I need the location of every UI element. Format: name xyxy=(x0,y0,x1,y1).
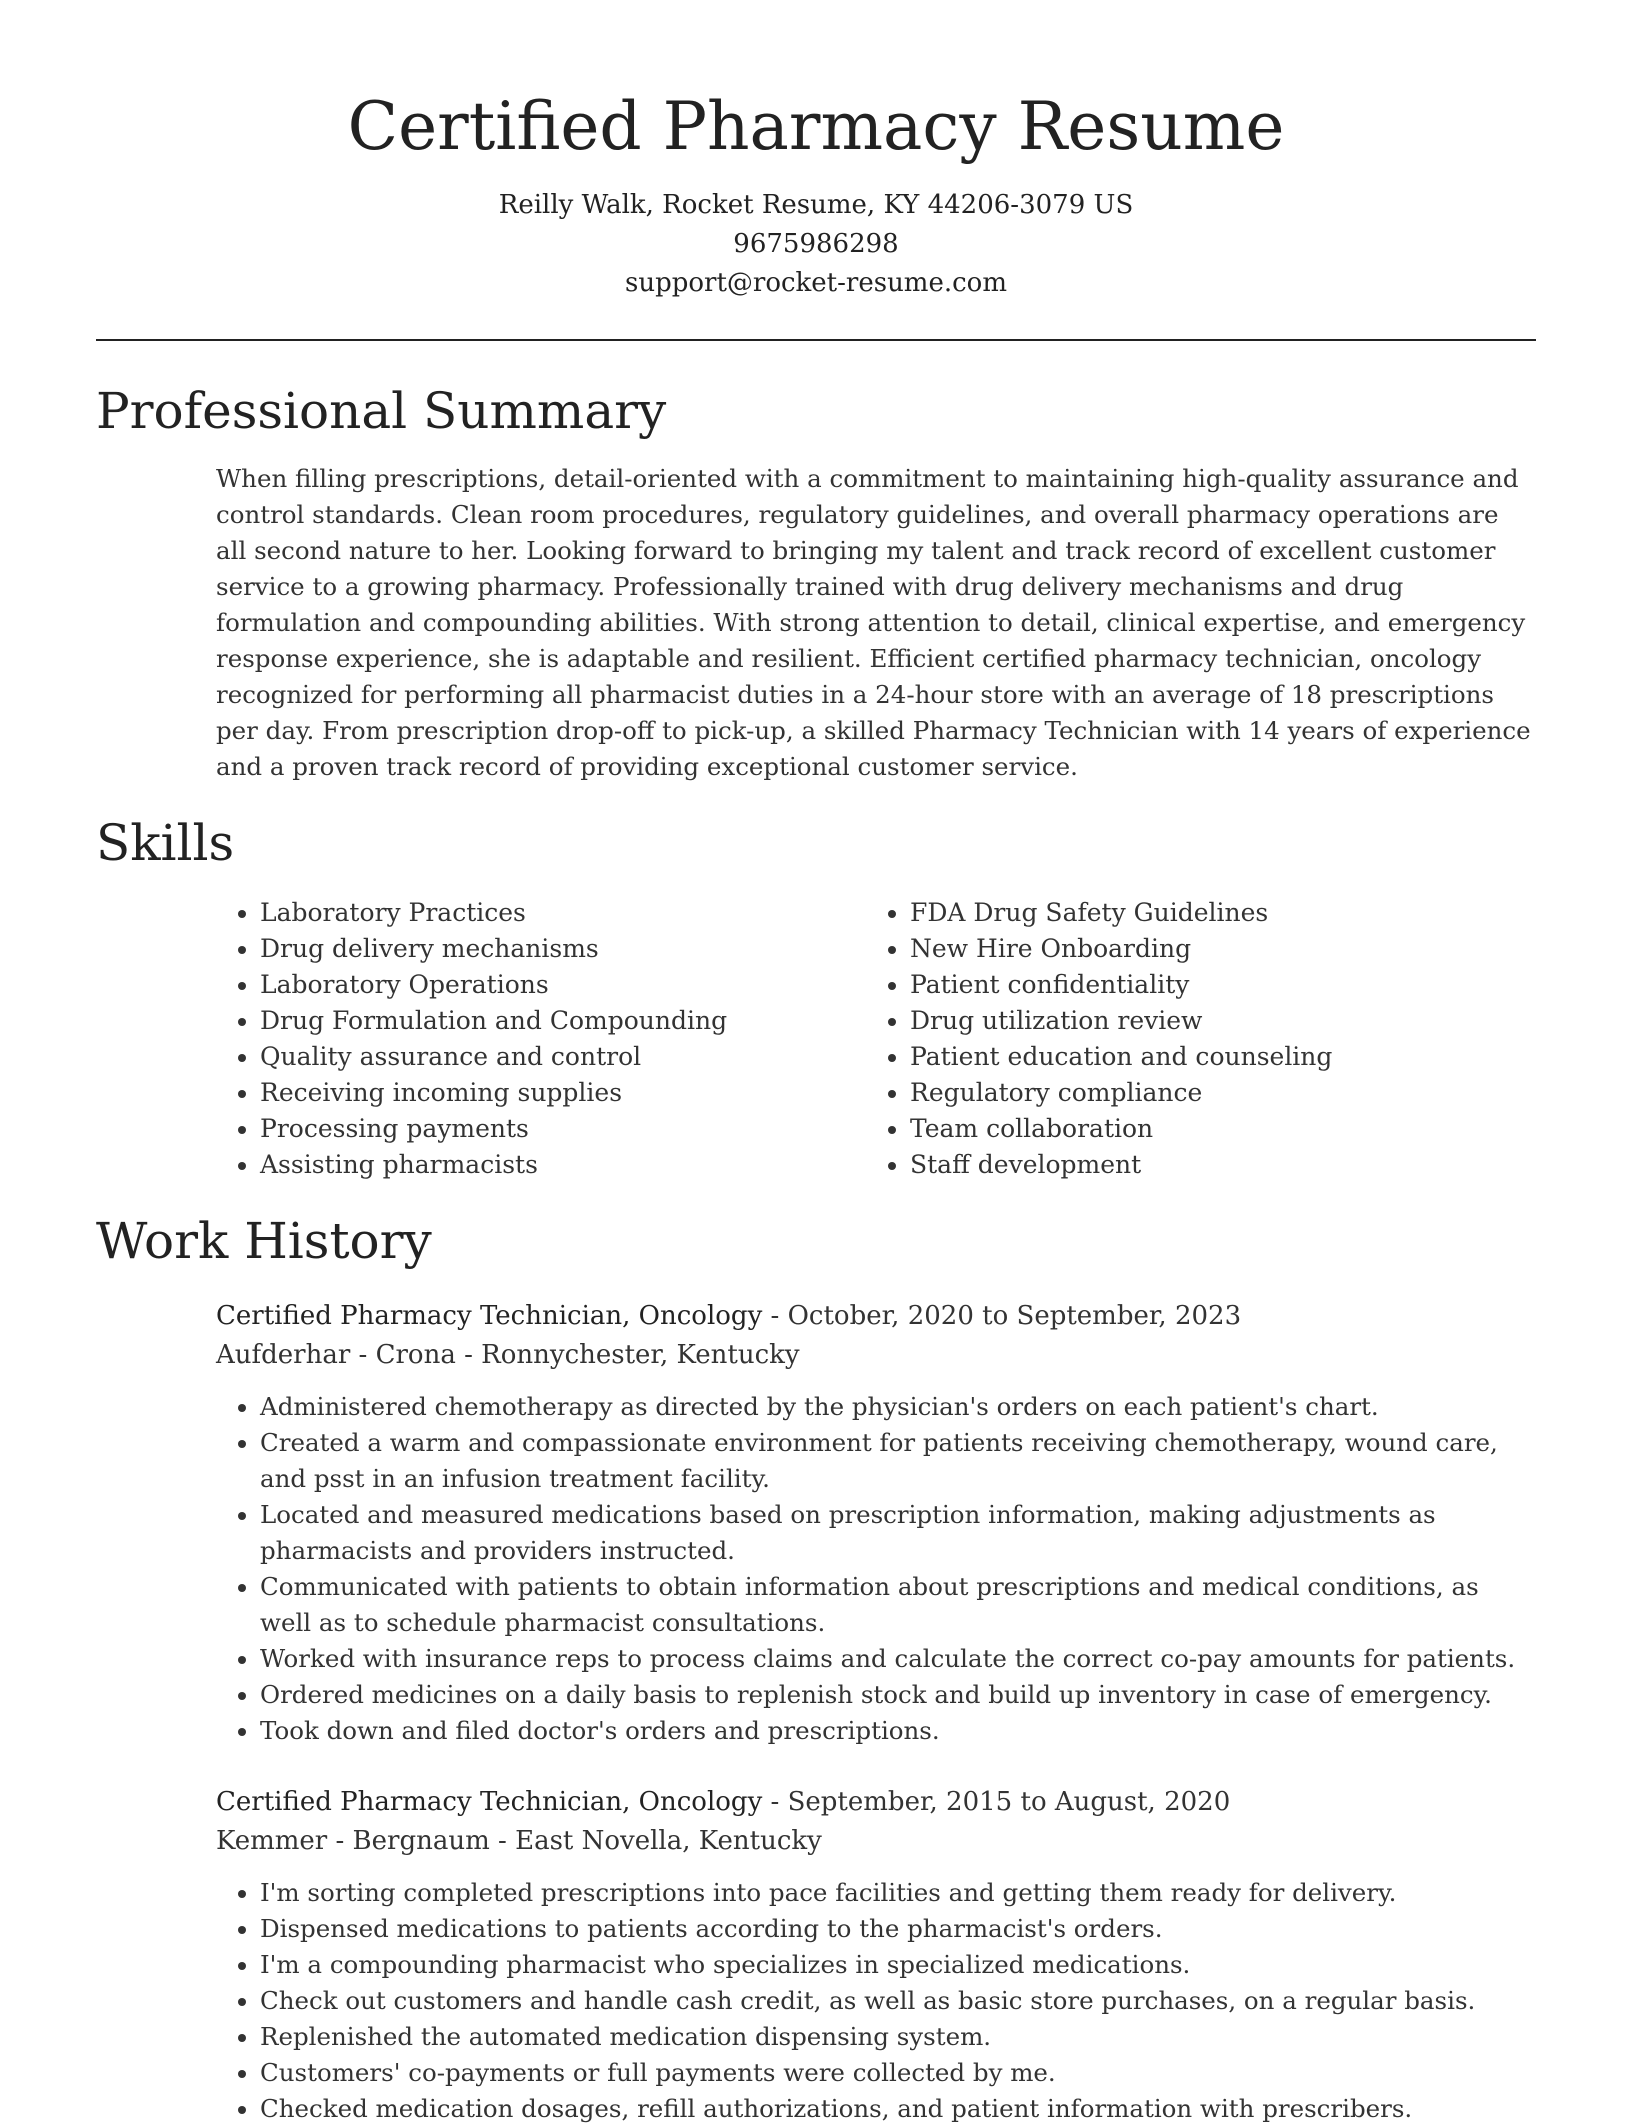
job-bullet: • Communicated with patients to obtain information about prescriptions and medical conditions, as well as to schedule pharmacist consultations. xyxy=(260,1569,1536,1641)
skill-item: • Team collaboration xyxy=(910,1111,1510,1147)
skill-item: • Assisting pharmacists xyxy=(260,1147,866,1183)
job-dates: September, 2015 to August, 2020 xyxy=(787,1787,1231,1817)
job-location-separator: - xyxy=(489,1826,516,1856)
resume-page xyxy=(96,0,1536,2127)
work-history-heading: Work History xyxy=(96,1212,432,1270)
job-location-separator: - xyxy=(455,1340,482,1370)
job-bullets xyxy=(216,1875,1536,2127)
contact-info xyxy=(96,186,1536,303)
job-company-line xyxy=(216,1336,1536,1375)
skill-item: • Patient confidentiality xyxy=(910,967,1510,1003)
job-separator: - xyxy=(762,1787,788,1817)
skill-item: • Laboratory Operations xyxy=(260,967,866,1003)
job-company: Kemmer - Bergnaum xyxy=(216,1826,490,1856)
skill-item: • Drug delivery mechanisms xyxy=(260,931,866,967)
job-bullet: • Replenished the automated medication dispensing system. xyxy=(260,2019,1536,2055)
skills-heading: Skills xyxy=(96,814,235,872)
job-entry xyxy=(216,1297,1536,1749)
job-bullet: • Located and measured medications based on prescription information, making adjustments as pharmacists and providers instructed. xyxy=(260,1497,1536,1569)
skills-list xyxy=(216,895,1536,1183)
skill-item: • Drug utilization review xyxy=(910,1003,1510,1039)
skills-column-left xyxy=(216,895,866,1183)
resume-title: Certified Pharmacy Resume xyxy=(347,88,1285,165)
summary-text: When filling prescriptions, detail-oriented with a commitment to maintaining high-quality assurance and control standards. Clean room procedures, regulatory guidelines, and overall pharmacy operations are all second nature to her. Looking forward to bringing my talent and track record of excellent customer service to a growing pharmacy. Professionally trained with drug delivery mechanisms and drug formulation and compounding abilities. With strong attention to detail, clinical expertise, and emergency response experience, she is adaptable and resilient. Efficient certified pharmacy technician, oncology recognized for performing all pharmacist duties in a 24-hour store with an average of 18 prescriptions per day. From prescription drop-off to pick-up, a skilled Pharmacy Technician with 14 years of experience and a proven track record of providing exceptional customer service. xyxy=(216,464,1531,781)
job-title: Certified Pharmacy Technician, Oncology xyxy=(216,1787,763,1817)
skills-column-right xyxy=(866,895,1510,1183)
skill-item: • Drug Formulation and Compounding xyxy=(260,1003,866,1039)
job-bullet: • Check out customers and handle cash credit, as well as basic store purchases, on a regular basis. xyxy=(260,1983,1536,2019)
skill-item: • Regulatory compliance xyxy=(910,1075,1510,1111)
skill-item: • Receiving incoming supplies xyxy=(260,1075,866,1111)
job-company: Aufderhar - Crona xyxy=(216,1340,456,1370)
job-bullet: • Customers' co-payments or full payments were collected by me. xyxy=(260,2055,1536,2091)
job-bullet: • Administered chemotherapy as directed by the physician's orders on each patient's chart. xyxy=(260,1389,1536,1425)
skill-item: • Laboratory Practices xyxy=(260,895,866,931)
job-title-line xyxy=(216,1297,1536,1336)
contact-address: Reilly Walk, Rocket Resume, KY 44206-3079 US xyxy=(498,190,1134,220)
summary-heading: Professional Summary xyxy=(96,382,667,440)
skill-item: • Processing payments xyxy=(260,1111,866,1147)
skill-item: • FDA Drug Safety Guidelines xyxy=(910,895,1510,931)
job-title-line xyxy=(216,1783,1536,1822)
job-bullet: • Took down and filed doctor's orders and prescriptions. xyxy=(260,1713,1536,1749)
contact-email: support@rocket-resume.com xyxy=(624,268,1007,298)
job-location: Ronnychester, Kentucky xyxy=(481,1340,800,1370)
header-divider xyxy=(96,339,1536,341)
job-bullets xyxy=(216,1389,1536,1749)
job-location: East Novella, Kentucky xyxy=(515,1826,822,1856)
skill-item: • New Hire Onboarding xyxy=(910,931,1510,967)
job-bullet: • Created a warm and compassionate environment for patients receiving chemotherapy, wound care, and psst in an infusion treatment facility. xyxy=(260,1425,1536,1497)
job-title: Certified Pharmacy Technician, Oncology xyxy=(216,1301,763,1331)
job-bullet: • Worked with insurance reps to process claims and calculate the correct co-pay amounts for patients. xyxy=(260,1641,1536,1677)
job-bullet: • I'm sorting completed prescriptions into pace facilities and getting them ready for delivery. xyxy=(260,1875,1536,1911)
job-entry xyxy=(216,1783,1536,2127)
skill-item: • Staff development xyxy=(910,1147,1510,1183)
skill-item: • Quality assurance and control xyxy=(260,1039,866,1075)
job-dates: October, 2020 to September, 2023 xyxy=(787,1301,1242,1331)
job-bullet: • Dispensed medications to patients according to the pharmacist's orders. xyxy=(260,1911,1536,1947)
job-company-line xyxy=(216,1822,1536,1861)
job-bullet: • Checked medication dosages, refill authorizations, and patient information with prescribers. xyxy=(260,2091,1536,2127)
job-separator: - xyxy=(762,1301,788,1331)
job-bullet: • Ordered medicines on a daily basis to replenish stock and build up inventory in case of emergency. xyxy=(260,1677,1536,1713)
skill-item: • Patient education and counseling xyxy=(910,1039,1510,1075)
job-bullet: • I'm a compounding pharmacist who specializes in specialized medications. xyxy=(260,1947,1536,1983)
contact-phone: 9675986298 xyxy=(733,229,899,259)
